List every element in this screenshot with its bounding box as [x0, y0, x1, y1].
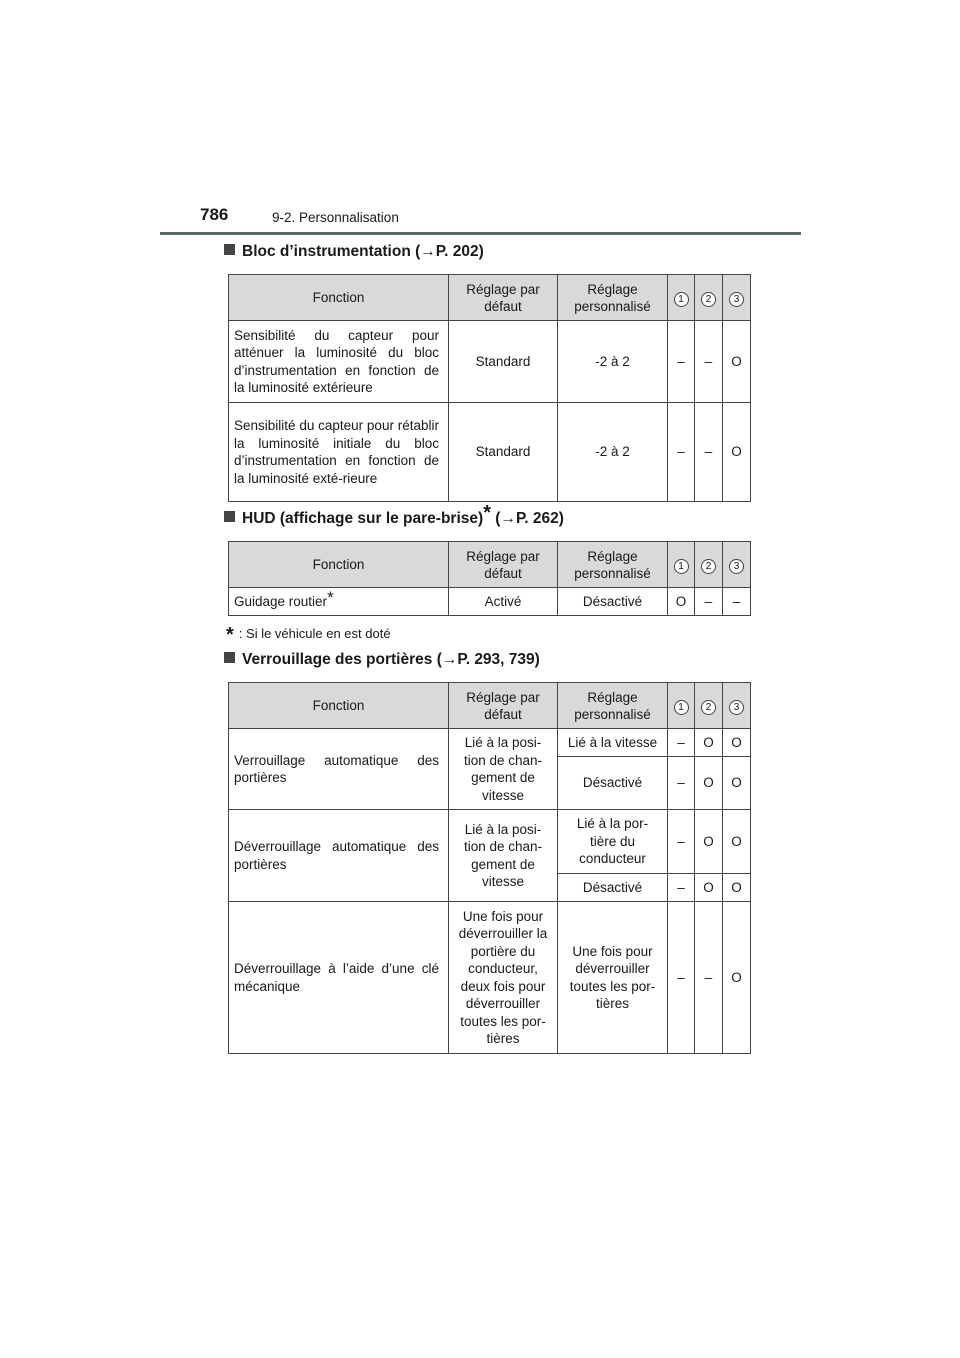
table-cell	[695, 275, 723, 321]
text: *	[327, 587, 334, 607]
col-default: Réglage par défaut	[449, 275, 558, 321]
table-row	[229, 321, 751, 403]
table-cell: Désactivé	[558, 588, 668, 616]
col-2-icon: 2	[701, 559, 716, 574]
table-cell	[229, 588, 449, 616]
table-cell: O	[723, 757, 751, 810]
arrow-icon: →	[500, 510, 516, 527]
table-cell: O	[723, 321, 751, 403]
table-cell: Activé	[449, 588, 558, 616]
table-cell: -2 à 2	[558, 321, 668, 403]
square-bullet-icon	[224, 652, 235, 663]
square-bullet-icon	[224, 244, 235, 255]
table-cell: O	[695, 810, 723, 874]
chapter-title: 9-2. Personnalisation	[272, 210, 399, 225]
table-cell: O	[723, 729, 751, 757]
square-bullet-icon	[224, 511, 235, 522]
arrow-icon: →	[441, 651, 458, 668]
col-3-icon: 3	[729, 700, 744, 715]
table-cell: O	[723, 403, 751, 502]
table-cell: –	[695, 902, 723, 1054]
table-cell: –	[668, 729, 695, 757]
arrow-icon: →	[420, 243, 436, 260]
page-number: 786	[200, 205, 229, 224]
table-cell: –	[695, 321, 723, 403]
table-cell: Lié à la vitesse	[558, 729, 668, 757]
table-cell: Fonction	[229, 542, 449, 588]
table-cell: Une fois pour déverrouiller la portière du conducteur, deux fois pour déverrouiller toutes les por-tières	[449, 902, 558, 1054]
table-cell: Lié à la posi-tion de chan-gement de vitesse	[449, 810, 558, 902]
col-1-icon: 1	[674, 559, 689, 574]
table-cell: O	[723, 810, 751, 874]
text: Bloc d’instrumentation (	[242, 243, 421, 260]
text: HUD (affichage sur le pare-brise)	[242, 510, 484, 527]
table-cell: -2 à 2	[558, 403, 668, 502]
table-cell	[668, 683, 695, 729]
table-cell	[668, 542, 695, 588]
table-cell: Fonction	[229, 683, 449, 729]
table-cell: Une fois pour déverrouiller toutes les por-tières	[558, 902, 668, 1054]
instrument-cluster-table	[228, 274, 751, 502]
table-row	[229, 403, 751, 502]
table-cell	[723, 542, 751, 588]
table-cell: O	[723, 874, 751, 902]
table-cell: Lié à la posi-tion de chan-gement de vitesse	[449, 729, 558, 810]
table-cell: Sensibilité du capteur pour atténuer la luminosité du bloc d’instrumentation en fonction de la luminosité extérieure	[229, 321, 449, 403]
table-row	[229, 810, 751, 874]
door-lock-table	[228, 682, 751, 1054]
table-cell	[695, 542, 723, 588]
section-title-door-locks	[224, 651, 540, 669]
asterisk-icon: *	[483, 502, 491, 524]
table-cell: Réglage personnalisé	[558, 542, 668, 588]
col-2-icon: 2	[701, 292, 716, 307]
text: : Si le véhicule en est doté	[238, 626, 391, 641]
table-cell: –	[695, 403, 723, 502]
table-cell: Réglage par défaut	[449, 683, 558, 729]
section-title-instrument-cluster	[224, 243, 484, 261]
table-row	[229, 902, 751, 1054]
table-cell: Verrouillage automatique des portières	[229, 729, 449, 810]
table-cell: –	[695, 588, 723, 616]
table-cell: –	[723, 588, 751, 616]
section-title-hud	[224, 502, 564, 528]
table-row	[229, 729, 751, 757]
table-cell: Désactivé	[558, 874, 668, 902]
text: Guidage routier	[234, 593, 328, 609]
table-header-row	[229, 542, 751, 588]
col-3-icon: 3	[729, 559, 744, 574]
table-cell: Déverrouillage à l’aide d’une clé mécanique	[229, 902, 449, 1054]
text: P. 293, 739)	[457, 651, 540, 668]
table-cell: O	[668, 588, 695, 616]
table-header-row	[229, 683, 751, 729]
table-header-row	[229, 275, 751, 321]
table-cell: O	[695, 729, 723, 757]
table-cell: O	[695, 874, 723, 902]
text: P. 262)	[515, 510, 564, 527]
table-cell	[668, 275, 695, 321]
table-cell: Réglage personnalisé	[558, 683, 668, 729]
col-3-icon: 3	[729, 292, 744, 307]
table-cell: Standard	[449, 403, 558, 502]
table-cell	[695, 683, 723, 729]
text: Verrouillage des portières (	[242, 651, 442, 668]
asterisk-icon: *	[226, 624, 234, 646]
table-cell: O	[723, 902, 751, 1054]
hud-table	[228, 541, 751, 616]
col-1-icon: 1	[674, 700, 689, 715]
table-cell: –	[668, 321, 695, 403]
table-cell: –	[668, 902, 695, 1054]
table-cell: Sensibilité du capteur pour rétablir la luminosité initiale du bloc d’instrumentation en fonction de la luminosité exté-rieure	[229, 403, 449, 502]
text: (	[490, 510, 501, 527]
table-cell: Déverrouillage automatique des portières	[229, 810, 449, 902]
text: P. 202)	[435, 243, 484, 260]
table-cell: Lié à la por-tière du conducteur	[558, 810, 668, 874]
table-cell: –	[668, 403, 695, 502]
col-1-icon: 1	[674, 292, 689, 307]
table-cell: –	[668, 874, 695, 902]
table-cell: Réglage par défaut	[449, 542, 558, 588]
table-cell: O	[695, 757, 723, 810]
col-function: Fonction	[229, 275, 449, 321]
table-row	[229, 588, 751, 616]
table-cell: Standard	[449, 321, 558, 403]
table-cell: Désactivé	[558, 757, 668, 810]
col-2-icon: 2	[701, 700, 716, 715]
table-cell: –	[668, 810, 695, 874]
table-cell: –	[668, 757, 695, 810]
table-cell	[723, 683, 751, 729]
footnote	[226, 624, 391, 647]
col-custom: Réglage personnalisé	[558, 275, 668, 321]
table-cell	[723, 275, 751, 321]
header-rule	[160, 232, 801, 235]
